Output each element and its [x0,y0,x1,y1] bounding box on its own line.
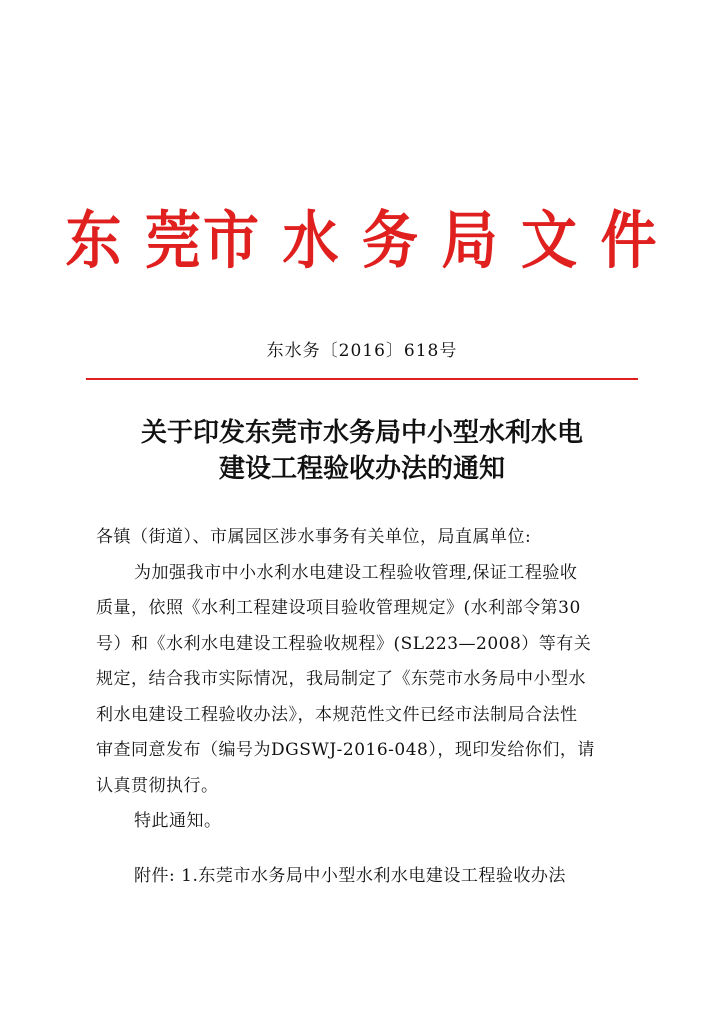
red-divider-line [86,378,638,380]
salutation: 各镇（街道）、市属园区涉水事务有关单位，局直属单位: [96,527,532,547]
closing-remark: 特此通知。 [134,811,222,831]
body-line: 质量，依照《水利工程建设项目验收管理规定》(水利部令第30 [96,598,581,618]
body-line: 认真贯彻执行。 [96,775,219,796]
attachment-line: 附件: 1.东莞市水务局中小型水利水电建设工程验收办法 [134,866,566,886]
body-line: 规定，结合我市实际情况，我局制定了《东莞市水务局中小型水 [96,669,586,689]
document-number: 东水务〔2016〕618号 [266,341,458,361]
body-line: 为加强我市中小水利水电建设工程验收管理,保证工程验收 [134,562,578,583]
title-line-1: 关于印发东莞市水务局中小型水利水电 [140,418,583,448]
title-line-2: 建设工程验收办法的通知 [218,454,505,484]
body-line: 利水电建设工程验收办法》，本规范性文件已经市法制局合法性 [96,704,578,725]
body-line: 号）和《水利水电建设工程验收规程》(SL223—2008）等有关 [96,633,592,654]
document-title [0,415,724,487]
document-body [96,520,636,840]
issuing-authority-header: 东 莞市 水 务 局 文 件 [65,205,659,278]
body-line: 审查同意发布（编号为DGSWJ-2016-048），现印发给你们，请 [96,740,595,760]
